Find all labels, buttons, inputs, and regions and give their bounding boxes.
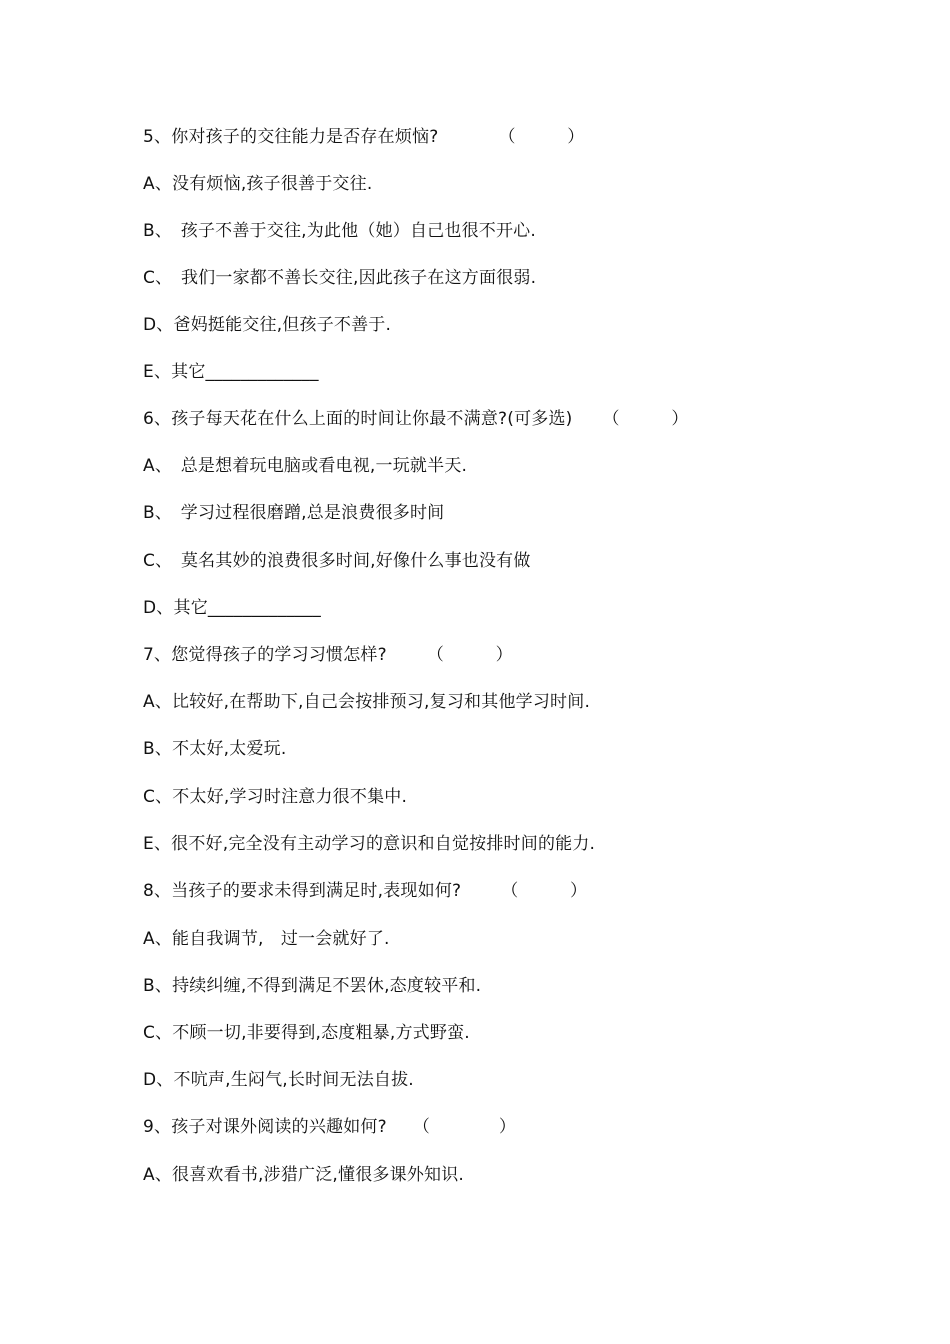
question-5-text: 5、你对孩子的交往能力是否存在烦恼? [143, 127, 439, 147]
option-5b: B、 孩子不善于交往,为此他（她）自己也很不开心. [143, 221, 536, 241]
option-5c: C、 我们一家都不善长交往,因此孩子在这方面很弱. [143, 268, 537, 288]
answer-blank-9: （ ） [412, 1117, 517, 1137]
answer-blank-7: （ ） [426, 645, 513, 665]
answer-blank-5: （ ） [498, 127, 585, 147]
option-9a: A、很喜欢看书,涉猎广泛,懂很多课外知识. [143, 1165, 465, 1185]
option-7e: E、很不好,完全没有主动学习的意识和自觉按排时间的能力. [143, 834, 596, 854]
answer-blank-6: （ ） [602, 409, 689, 429]
question-9-text: 9、孩子对课外阅读的兴趣如何? [143, 1117, 387, 1137]
option-6a: A、 总是想着玩电脑或看电视,一玩就半天. [143, 456, 468, 476]
option-7a: A、比较好,在帮助下,自己会按排预习,复习和其他学习时间. [143, 692, 591, 712]
question-6-text: 6、孩子每天花在什么上面的时间让你最不满意?(可多选) [143, 409, 573, 429]
option-8d: D、不吭声,生闷气,长时间无法自拔. [143, 1070, 414, 1090]
option-6d: D、其它_____________ [143, 598, 321, 618]
question-6 [143, 405, 689, 433]
question-7-text: 7、您觉得孩子的学习习惯怎样? [143, 645, 387, 665]
question-7 [143, 641, 513, 669]
option-8a: A、能自我调节, 过一会就好了. [143, 929, 390, 949]
question-9 [143, 1113, 516, 1141]
option-8b: B、持续纠缠,不得到满足不罢休,态度较平和. [143, 976, 482, 996]
answer-blank-8: （ ） [501, 881, 588, 901]
option-5e: E、其它_____________ [143, 362, 319, 382]
question-8-text: 8、当孩子的要求未得到满足时,表现如何? [143, 881, 462, 901]
option-5d: D、爸妈挺能交往,但孩子不善于. [143, 315, 392, 335]
option-6b: B、 学习过程很磨蹭,总是浪费很多时间 [143, 503, 445, 523]
question-5 [143, 123, 584, 151]
option-5a: A、没有烦恼,孩子很善于交往. [143, 174, 373, 194]
option-8c: C、不顾一切,非要得到,态度粗暴,方式野蛮. [143, 1023, 470, 1043]
option-6c: C、 莫名其妙的浪费很多时间,好像什么事也没有做 [143, 551, 531, 571]
question-8 [143, 877, 587, 905]
option-7c: C、不太好,学习时注意力很不集中. [143, 787, 408, 807]
option-7b: B、不太好,太爱玩. [143, 739, 287, 759]
